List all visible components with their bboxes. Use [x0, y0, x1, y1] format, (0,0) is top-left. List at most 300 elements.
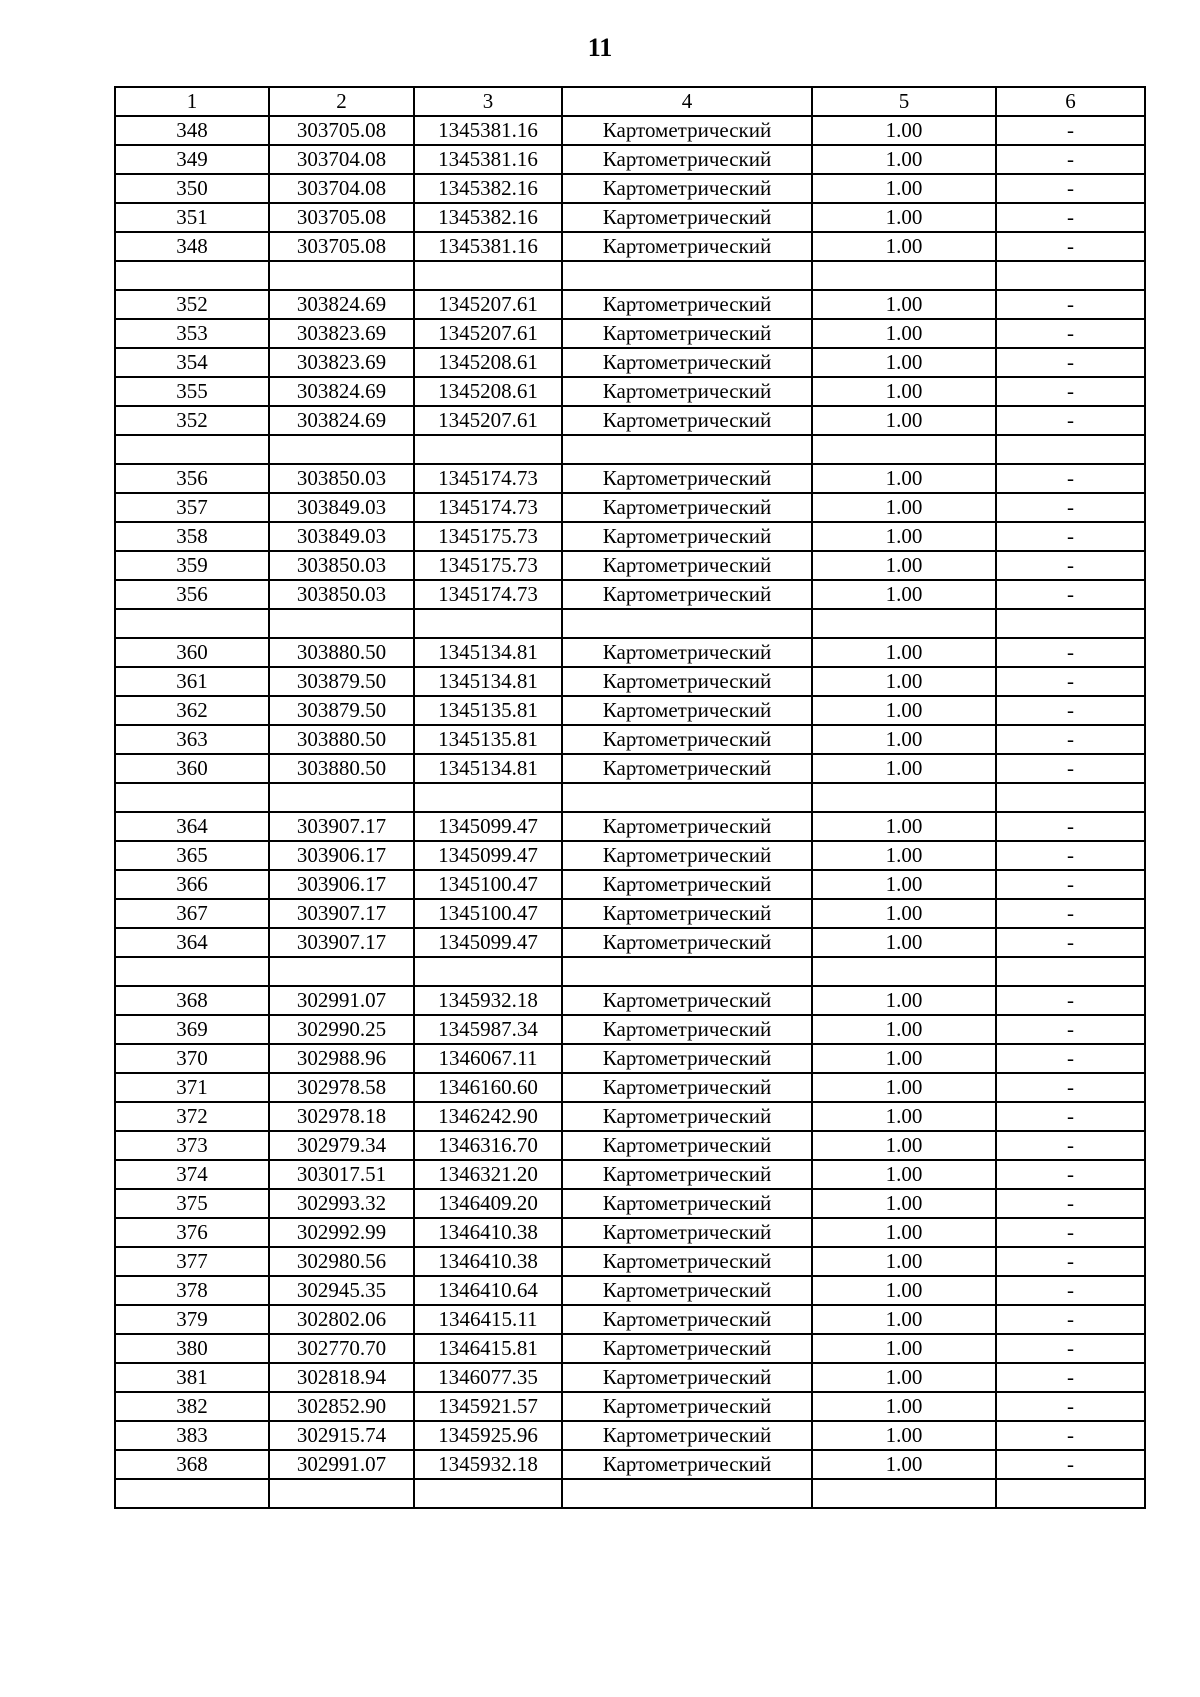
x-coordinate-cell: 302988.96: [269, 1044, 414, 1073]
point-number-cell: [115, 783, 269, 812]
point-number-cell: 383: [115, 1421, 269, 1450]
description-cell: -: [996, 1015, 1145, 1044]
table-row: [115, 1450, 1145, 1479]
accuracy-cell: 1.00: [812, 493, 996, 522]
y-coordinate-cell: [414, 1479, 562, 1508]
x-coordinate-cell: 303823.69: [269, 319, 414, 348]
description-cell: -: [996, 145, 1145, 174]
method-cell: Картометрический: [562, 1189, 812, 1218]
table-row: [115, 1247, 1145, 1276]
point-number-cell: 350: [115, 174, 269, 203]
y-coordinate-cell: 1345134.81: [414, 667, 562, 696]
x-coordinate-cell: 303824.69: [269, 377, 414, 406]
y-coordinate-cell: 1345381.16: [414, 116, 562, 145]
method-cell: Картометрический: [562, 696, 812, 725]
method-cell: Картометрический: [562, 986, 812, 1015]
point-number-cell: 348: [115, 232, 269, 261]
description-cell: -: [996, 377, 1145, 406]
description-cell: -: [996, 319, 1145, 348]
x-coordinate-cell: 303880.50: [269, 754, 414, 783]
x-coordinate-cell: [269, 783, 414, 812]
point-number-cell: [115, 261, 269, 290]
y-coordinate-cell: 1345099.47: [414, 841, 562, 870]
table-row: [115, 290, 1145, 319]
accuracy-cell: 1.00: [812, 928, 996, 957]
y-coordinate-cell: 1345932.18: [414, 1450, 562, 1479]
accuracy-cell: 1.00: [812, 1247, 996, 1276]
y-coordinate-cell: 1346415.11: [414, 1305, 562, 1334]
x-coordinate-cell: 303704.08: [269, 145, 414, 174]
accuracy-cell: 1.00: [812, 464, 996, 493]
point-number-cell: 377: [115, 1247, 269, 1276]
y-coordinate-cell: 1345135.81: [414, 725, 562, 754]
description-cell: -: [996, 493, 1145, 522]
table-row: [115, 1218, 1145, 1247]
accuracy-cell: [812, 261, 996, 290]
description-cell: -: [996, 986, 1145, 1015]
accuracy-cell: 1.00: [812, 232, 996, 261]
method-cell: Картометрический: [562, 203, 812, 232]
method-cell: Картометрический: [562, 145, 812, 174]
point-number-cell: 376: [115, 1218, 269, 1247]
x-coordinate-cell: 303907.17: [269, 812, 414, 841]
table-row: [115, 1073, 1145, 1102]
description-cell: [996, 1479, 1145, 1508]
point-number-cell: 358: [115, 522, 269, 551]
description-cell: -: [996, 203, 1145, 232]
header-row: [115, 87, 1145, 116]
table-row: [115, 754, 1145, 783]
point-number-cell: 382: [115, 1392, 269, 1421]
table-row: [115, 841, 1145, 870]
table-row: [115, 203, 1145, 232]
table-row: [115, 145, 1145, 174]
description-cell: -: [996, 406, 1145, 435]
accuracy-cell: 1.00: [812, 522, 996, 551]
method-cell: Картометрический: [562, 348, 812, 377]
table-row: [115, 377, 1145, 406]
point-number-cell: 373: [115, 1131, 269, 1160]
method-cell: Картометрический: [562, 493, 812, 522]
description-cell: -: [996, 580, 1145, 609]
method-cell: [562, 435, 812, 464]
x-coordinate-cell: 303705.08: [269, 232, 414, 261]
accuracy-cell: 1.00: [812, 899, 996, 928]
accuracy-cell: 1.00: [812, 1102, 996, 1131]
point-number-cell: 349: [115, 145, 269, 174]
y-coordinate-cell: 1345381.16: [414, 232, 562, 261]
description-cell: -: [996, 1392, 1145, 1421]
table-row: [115, 870, 1145, 899]
y-coordinate-cell: 1346415.81: [414, 1334, 562, 1363]
point-number-cell: 362: [115, 696, 269, 725]
y-coordinate-cell: 1345099.47: [414, 812, 562, 841]
point-number-cell: 364: [115, 812, 269, 841]
method-cell: Картометрический: [562, 1421, 812, 1450]
point-number-cell: 372: [115, 1102, 269, 1131]
description-cell: [996, 957, 1145, 986]
method-cell: [562, 261, 812, 290]
method-cell: [562, 783, 812, 812]
description-cell: -: [996, 232, 1145, 261]
header-cell-3: 3: [414, 87, 562, 116]
accuracy-cell: 1.00: [812, 870, 996, 899]
point-number-cell: 364: [115, 928, 269, 957]
description-cell: -: [996, 1160, 1145, 1189]
method-cell: [562, 957, 812, 986]
table-row: [115, 609, 1145, 638]
accuracy-cell: 1.00: [812, 1276, 996, 1305]
point-number-cell: 353: [115, 319, 269, 348]
table-row: [115, 1363, 1145, 1392]
point-number-cell: 351: [115, 203, 269, 232]
y-coordinate-cell: 1345932.18: [414, 986, 562, 1015]
method-cell: Картометрический: [562, 464, 812, 493]
x-coordinate-cell: 303823.69: [269, 348, 414, 377]
table-row: [115, 1276, 1145, 1305]
y-coordinate-cell: 1346410.38: [414, 1218, 562, 1247]
header-cell-1: 1: [115, 87, 269, 116]
method-cell: Картометрический: [562, 725, 812, 754]
method-cell: Картометрический: [562, 1334, 812, 1363]
accuracy-cell: 1.00: [812, 1189, 996, 1218]
point-number-cell: 369: [115, 1015, 269, 1044]
description-cell: -: [996, 1363, 1145, 1392]
method-cell: Картометрический: [562, 116, 812, 145]
x-coordinate-cell: 303824.69: [269, 406, 414, 435]
description-cell: -: [996, 870, 1145, 899]
x-coordinate-cell: 302991.07: [269, 1450, 414, 1479]
table-row: [115, 522, 1145, 551]
accuracy-cell: 1.00: [812, 1334, 996, 1363]
accuracy-cell: 1.00: [812, 1305, 996, 1334]
table-row: [115, 435, 1145, 464]
y-coordinate-cell: 1346242.90: [414, 1102, 562, 1131]
description-cell: -: [996, 348, 1145, 377]
point-number-cell: 356: [115, 580, 269, 609]
accuracy-cell: 1.00: [812, 1421, 996, 1450]
method-cell: Картометрический: [562, 870, 812, 899]
coordinates-table: [114, 86, 1146, 1509]
x-coordinate-cell: [269, 957, 414, 986]
description-cell: -: [996, 1305, 1145, 1334]
x-coordinate-cell: 303849.03: [269, 493, 414, 522]
point-number-cell: 365: [115, 841, 269, 870]
point-number-cell: 354: [115, 348, 269, 377]
accuracy-cell: [812, 783, 996, 812]
accuracy-cell: [812, 609, 996, 638]
point-number-cell: 381: [115, 1363, 269, 1392]
method-cell: [562, 609, 812, 638]
description-cell: -: [996, 696, 1145, 725]
method-cell: Картометрический: [562, 1305, 812, 1334]
method-cell: Картометрический: [562, 667, 812, 696]
table-row: [115, 1160, 1145, 1189]
table-row: [115, 406, 1145, 435]
accuracy-cell: 1.00: [812, 290, 996, 319]
table-row: [115, 232, 1145, 261]
point-number-cell: [115, 609, 269, 638]
x-coordinate-cell: 303850.03: [269, 464, 414, 493]
accuracy-cell: 1.00: [812, 1073, 996, 1102]
accuracy-cell: 1.00: [812, 667, 996, 696]
accuracy-cell: 1.00: [812, 812, 996, 841]
method-cell: Картометрический: [562, 1160, 812, 1189]
table-row: [115, 116, 1145, 145]
x-coordinate-cell: 302945.35: [269, 1276, 414, 1305]
method-cell: [562, 1479, 812, 1508]
table-row: [115, 1334, 1145, 1363]
table-row: [115, 174, 1145, 203]
method-cell: Картометрический: [562, 754, 812, 783]
x-coordinate-cell: 302993.32: [269, 1189, 414, 1218]
accuracy-cell: 1.00: [812, 1044, 996, 1073]
accuracy-cell: 1.00: [812, 1363, 996, 1392]
description-cell: -: [996, 464, 1145, 493]
y-coordinate-cell: 1346077.35: [414, 1363, 562, 1392]
table-row: [115, 638, 1145, 667]
x-coordinate-cell: 302980.56: [269, 1247, 414, 1276]
y-coordinate-cell: 1346410.38: [414, 1247, 562, 1276]
description-cell: -: [996, 1218, 1145, 1247]
method-cell: Картометрический: [562, 319, 812, 348]
description-cell: -: [996, 725, 1145, 754]
method-cell: Картометрический: [562, 1102, 812, 1131]
table-row: [115, 580, 1145, 609]
x-coordinate-cell: 302978.18: [269, 1102, 414, 1131]
y-coordinate-cell: 1345382.16: [414, 174, 562, 203]
point-number-cell: 368: [115, 986, 269, 1015]
x-coordinate-cell: 303880.50: [269, 638, 414, 667]
method-cell: Картометрический: [562, 841, 812, 870]
x-coordinate-cell: 303906.17: [269, 841, 414, 870]
point-number-cell: 348: [115, 116, 269, 145]
description-cell: [996, 261, 1145, 290]
description-cell: [996, 609, 1145, 638]
x-coordinate-cell: 302818.94: [269, 1363, 414, 1392]
method-cell: Картометрический: [562, 174, 812, 203]
x-coordinate-cell: 303705.08: [269, 116, 414, 145]
y-coordinate-cell: 1345921.57: [414, 1392, 562, 1421]
description-cell: -: [996, 812, 1145, 841]
accuracy-cell: 1.00: [812, 145, 996, 174]
method-cell: Картометрический: [562, 290, 812, 319]
x-coordinate-cell: 303704.08: [269, 174, 414, 203]
accuracy-cell: 1.00: [812, 174, 996, 203]
y-coordinate-cell: 1345208.61: [414, 348, 562, 377]
description-cell: -: [996, 290, 1145, 319]
x-coordinate-cell: 302978.58: [269, 1073, 414, 1102]
point-number-cell: 355: [115, 377, 269, 406]
table-row: [115, 1131, 1145, 1160]
y-coordinate-cell: 1346409.20: [414, 1189, 562, 1218]
accuracy-cell: 1.00: [812, 348, 996, 377]
description-cell: [996, 783, 1145, 812]
header-cell-5: 5: [812, 87, 996, 116]
table-body: [115, 116, 1145, 1508]
y-coordinate-cell: 1345174.73: [414, 464, 562, 493]
y-coordinate-cell: 1345207.61: [414, 290, 562, 319]
table-row: [115, 1479, 1145, 1508]
x-coordinate-cell: [269, 261, 414, 290]
method-cell: Картометрический: [562, 1073, 812, 1102]
point-number-cell: 379: [115, 1305, 269, 1334]
y-coordinate-cell: 1345174.73: [414, 580, 562, 609]
accuracy-cell: 1.00: [812, 406, 996, 435]
x-coordinate-cell: 303850.03: [269, 580, 414, 609]
y-coordinate-cell: 1345207.61: [414, 319, 562, 348]
point-number-cell: 371: [115, 1073, 269, 1102]
accuracy-cell: 1.00: [812, 1015, 996, 1044]
table-row: [115, 696, 1145, 725]
x-coordinate-cell: 303880.50: [269, 725, 414, 754]
y-coordinate-cell: 1345987.34: [414, 1015, 562, 1044]
accuracy-cell: 1.00: [812, 1131, 996, 1160]
x-coordinate-cell: [269, 435, 414, 464]
y-coordinate-cell: [414, 783, 562, 812]
point-number-cell: 357: [115, 493, 269, 522]
description-cell: -: [996, 174, 1145, 203]
method-cell: Картометрический: [562, 1131, 812, 1160]
description-cell: -: [996, 1073, 1145, 1102]
x-coordinate-cell: 302915.74: [269, 1421, 414, 1450]
accuracy-cell: 1.00: [812, 986, 996, 1015]
method-cell: Картометрический: [562, 1363, 812, 1392]
y-coordinate-cell: 1345207.61: [414, 406, 562, 435]
point-number-cell: 356: [115, 464, 269, 493]
table-row: [115, 551, 1145, 580]
x-coordinate-cell: 303705.08: [269, 203, 414, 232]
table-row: [115, 493, 1145, 522]
y-coordinate-cell: [414, 261, 562, 290]
table-row: [115, 1305, 1145, 1334]
point-number-cell: 359: [115, 551, 269, 580]
y-coordinate-cell: 1345208.61: [414, 377, 562, 406]
point-number-cell: [115, 435, 269, 464]
table-row: [115, 348, 1145, 377]
y-coordinate-cell: 1346160.60: [414, 1073, 562, 1102]
description-cell: -: [996, 754, 1145, 783]
description-cell: -: [996, 1421, 1145, 1450]
y-coordinate-cell: [414, 609, 562, 638]
accuracy-cell: 1.00: [812, 203, 996, 232]
x-coordinate-cell: 302852.90: [269, 1392, 414, 1421]
description-cell: -: [996, 667, 1145, 696]
x-coordinate-cell: 302991.07: [269, 986, 414, 1015]
table-row: [115, 812, 1145, 841]
accuracy-cell: 1.00: [812, 1392, 996, 1421]
accuracy-cell: 1.00: [812, 1218, 996, 1247]
table-row: [115, 783, 1145, 812]
point-number-cell: 370: [115, 1044, 269, 1073]
accuracy-cell: 1.00: [812, 116, 996, 145]
x-coordinate-cell: 302990.25: [269, 1015, 414, 1044]
x-coordinate-cell: 303906.17: [269, 870, 414, 899]
y-coordinate-cell: 1345100.47: [414, 870, 562, 899]
x-coordinate-cell: 303907.17: [269, 899, 414, 928]
description-cell: -: [996, 638, 1145, 667]
x-coordinate-cell: 303879.50: [269, 696, 414, 725]
description-cell: -: [996, 1102, 1145, 1131]
method-cell: Картометрический: [562, 551, 812, 580]
y-coordinate-cell: 1345100.47: [414, 899, 562, 928]
y-coordinate-cell: 1345175.73: [414, 551, 562, 580]
method-cell: Картометрический: [562, 522, 812, 551]
description-cell: -: [996, 1334, 1145, 1363]
x-coordinate-cell: 302770.70: [269, 1334, 414, 1363]
x-coordinate-cell: 303907.17: [269, 928, 414, 957]
method-cell: Картометрический: [562, 1015, 812, 1044]
accuracy-cell: [812, 1479, 996, 1508]
point-number-cell: 366: [115, 870, 269, 899]
method-cell: Картометрический: [562, 638, 812, 667]
accuracy-cell: 1.00: [812, 1450, 996, 1479]
x-coordinate-cell: [269, 1479, 414, 1508]
description-cell: -: [996, 1247, 1145, 1276]
accuracy-cell: 1.00: [812, 754, 996, 783]
point-number-cell: 360: [115, 638, 269, 667]
y-coordinate-cell: 1345175.73: [414, 522, 562, 551]
method-cell: Картометрический: [562, 1450, 812, 1479]
method-cell: Картометрический: [562, 928, 812, 957]
description-cell: -: [996, 899, 1145, 928]
method-cell: Картометрический: [562, 899, 812, 928]
accuracy-cell: 1.00: [812, 377, 996, 406]
point-number-cell: 367: [115, 899, 269, 928]
method-cell: Картометрический: [562, 1044, 812, 1073]
y-coordinate-cell: 1345099.47: [414, 928, 562, 957]
description-cell: -: [996, 1276, 1145, 1305]
table-row: [115, 899, 1145, 928]
page-number: 11: [587, 33, 613, 62]
table-row: [115, 261, 1145, 290]
y-coordinate-cell: 1346316.70: [414, 1131, 562, 1160]
accuracy-cell: [812, 957, 996, 986]
method-cell: Картометрический: [562, 812, 812, 841]
table-row: [115, 1189, 1145, 1218]
accuracy-cell: 1.00: [812, 580, 996, 609]
method-cell: Картометрический: [562, 232, 812, 261]
y-coordinate-cell: [414, 957, 562, 986]
x-coordinate-cell: 302979.34: [269, 1131, 414, 1160]
description-cell: -: [996, 1189, 1145, 1218]
x-coordinate-cell: 303824.69: [269, 290, 414, 319]
table-row: [115, 1421, 1145, 1450]
table-row: [115, 986, 1145, 1015]
y-coordinate-cell: 1345134.81: [414, 754, 562, 783]
y-coordinate-cell: 1345135.81: [414, 696, 562, 725]
accuracy-cell: 1.00: [812, 696, 996, 725]
point-number-cell: 375: [115, 1189, 269, 1218]
y-coordinate-cell: 1345174.73: [414, 493, 562, 522]
table-row: [115, 1044, 1145, 1073]
y-coordinate-cell: 1346321.20: [414, 1160, 562, 1189]
x-coordinate-cell: 302802.06: [269, 1305, 414, 1334]
method-cell: Картометрический: [562, 580, 812, 609]
accuracy-cell: 1.00: [812, 638, 996, 667]
header-cell-4: 4: [562, 87, 812, 116]
x-coordinate-cell: 303017.51: [269, 1160, 414, 1189]
point-number-cell: 374: [115, 1160, 269, 1189]
accuracy-cell: 1.00: [812, 1160, 996, 1189]
table-row: [115, 667, 1145, 696]
table-row: [115, 464, 1145, 493]
accuracy-cell: 1.00: [812, 725, 996, 754]
method-cell: Картометрический: [562, 1276, 812, 1305]
method-cell: Картометрический: [562, 1247, 812, 1276]
table-row: [115, 957, 1145, 986]
description-cell: -: [996, 116, 1145, 145]
